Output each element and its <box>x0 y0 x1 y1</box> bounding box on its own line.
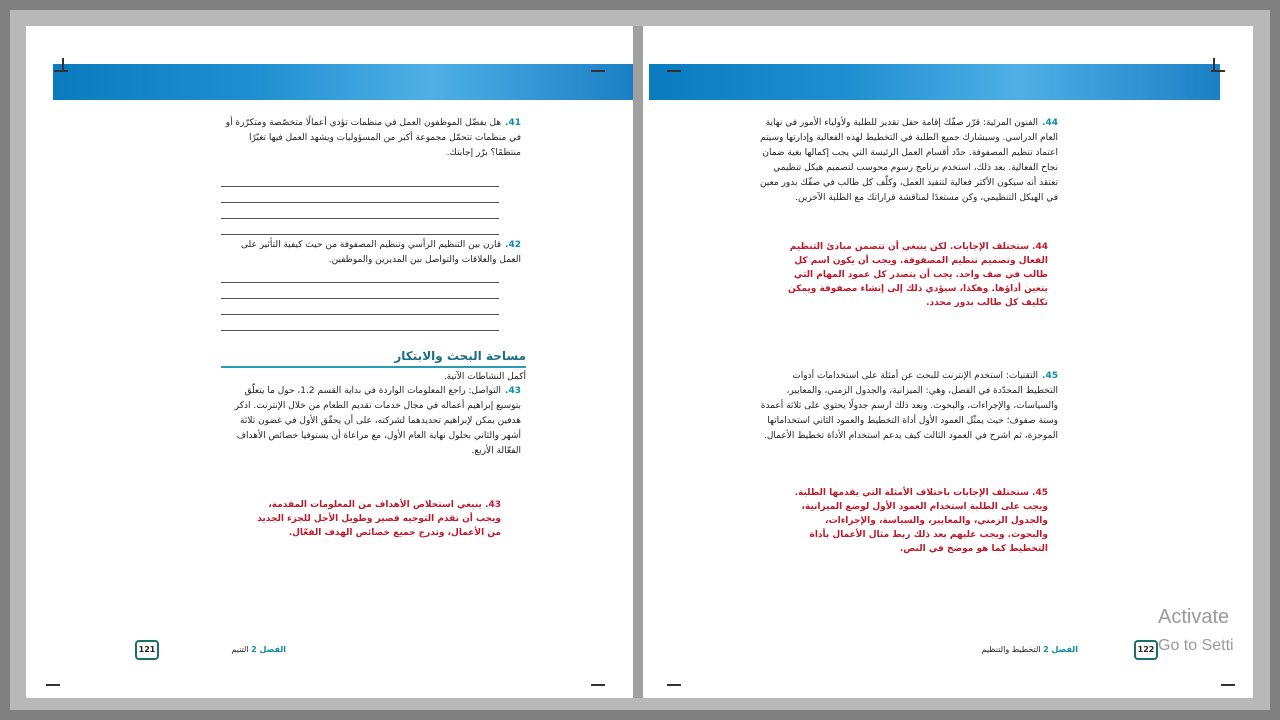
crop-mark <box>1221 684 1235 686</box>
question-text: التواصل: راجع المعلومات الواردة في بداية القسم 1.2، حول ما يتعلّق بتوسيع إبراهيم أعماله في مجال خدمات تقديم الطعام من خلال الإنترنت. اذكر هدفين يمكن لإبراهيم تحديدهما لشركته، على أن يحقّق الأول في غضون ثلاثة أشهر والثاني بحلول نهاية العام الأول، مع مراعاة أن يستوفيا خصائص الأهداف الفعّالة الأربع. <box>234 386 521 456</box>
page-number: 122 <box>1134 640 1158 660</box>
answer-43: 43. ينبغي استخلاص الأهداف من المعلومات المقدمة، ويجب أن تقدم التوجيه قصير وطويل الأجل للجزء الجديد من الأعمال، وتدرج جميع خصائص الهدف الفعّال. <box>257 500 501 538</box>
page-number: 121 <box>135 640 159 660</box>
question-text: قارن بين التنظيم الرأسي وتنظيم المصفوفة من حيث كيفية التأثير على العمل والعلاقات والتواصل بين المديرين والموظفين. <box>240 240 521 265</box>
footer-chapter-label: الفصل 2 <box>1043 645 1078 654</box>
right-page <box>643 26 1253 698</box>
crop-mark <box>667 684 681 686</box>
question-43 <box>221 384 521 459</box>
crop-mark <box>1213 58 1215 70</box>
question-number: 41. <box>505 118 521 128</box>
footer-chapter-label: الفصل 2 <box>251 645 286 654</box>
question-number: 45. <box>1042 371 1058 381</box>
footer-chapter <box>943 645 1078 654</box>
footer-title: التخطيط والتنظيم <box>981 645 1041 654</box>
footer-title: التنيم <box>231 645 249 654</box>
answer-lines-41 <box>221 171 499 235</box>
answer-lines-42 <box>221 267 499 331</box>
question-number: 42. <box>505 240 521 250</box>
footer-chapter <box>176 645 286 654</box>
question-41 <box>221 116 521 161</box>
question-42 <box>221 238 521 268</box>
crop-mark <box>62 58 64 70</box>
question-text: هل يفضّل الموظفون العمل في منظمات تؤدي أعمالًا متخصّصة ومتكرّرة أو في منظمات تتحمّل مجموعة أكبر من المسؤوليات ويشهد العمل فيها تغيّرًا منتظمًا؟ برّر إجابتك. <box>225 118 521 158</box>
crop-mark <box>667 70 681 72</box>
crop-mark <box>1211 70 1225 72</box>
question-number: 44. <box>1042 118 1058 128</box>
viewer-frame <box>10 10 1270 710</box>
section-rule <box>221 366 526 368</box>
header-band <box>53 64 633 100</box>
left-page <box>26 26 633 698</box>
crop-mark <box>54 70 68 72</box>
crop-mark <box>591 70 605 72</box>
question-45 <box>758 369 1058 444</box>
question-44 <box>758 116 1058 206</box>
answer-45: 45. ستختلف الإجابات باختلاف الأمثلة التي يقدمها الطلبة. ويجب على الطلبة استخدام العمود الأول لوضع الميزانية، والجدول الزمني، والمعايير، والسياسة، والإجراءات، والبحوث. ويجب عليهم بعد ذلك ربط مثال الأعمال بأداة التخطيط كما هو موضح في النص. <box>794 488 1048 554</box>
question-text: الفنون المرئية: قرّر صفّك إقامة حفل تقدير للطلبة ولأولياء الأمور في نهاية العام الدراسي. وسيشارك جميع الطلبة في التخطيط لهذه الفعالية وإدارتها وسيتم اعتماد تنظيم المصفوفة. حدّد أقسام العمل الرئيسة التي يجب إكمالها بغية ضمان نجاح الفعالية. بعد ذلك، استخدم برنامج رسوم محوسب لتصميم هيكل تنظيمي تعتقد أنه سيكون الأكثر فعالية لتنفيذ العمل، وكلّف كل طالب في صفّك بدور معين في الهيكل التنظيمي، وكن مستعدًا لمناقشة قراراتك مع الطلبة الآخرين. <box>759 118 1058 203</box>
section-title: مساحة البحث والابتكار <box>394 349 526 363</box>
crop-mark <box>591 684 605 686</box>
answer-44: 44. ستختلف الإجابات. لكن ينبغي أن تتضمن مبادئ التنظيم الفعال وتصميم تنظيم المصفوفة. ويجب أن يكون اسم كل طالب في صف واحد. يجب أن يتصدر كل عمود المهام التي يتعين أداؤها. وهكذا، سيؤدي ذلك إلى إنشاء مصفوفة ويمكن تكليف كل طالب بدور محدد. <box>787 242 1048 308</box>
crop-mark <box>46 684 60 686</box>
activation-watermark: Activate <box>1158 606 1230 628</box>
header-band <box>649 64 1220 100</box>
activation-watermark-subtext: Go to Setti <box>1158 637 1234 654</box>
book-spine <box>633 26 643 698</box>
question-number: 43. <box>505 386 521 396</box>
section-intro: أكمل النشاطات الآتية. <box>443 372 526 382</box>
question-text: التقنيات: استخدم الإنترنت للبحث عن أمثلة على استخدامات أدوات التخطيط المحدّدة في الفصل، وهي: الميزانية، والجدول الزمني، والمعايير، والسياسات، والإجراءات، والبحوث. وبعد ذلك ارسم جدولًا يحتوي على ثلاثة أعمدة وستة صفوف؛ حيث يمثّل العمود الأول أداة التخطيط والعمود الثاني استخداماتها الموجزة، ثم اشرح في العمود الثالث كيف يدعم استخدام الأداة تخطيط الأعمال. <box>760 371 1058 441</box>
